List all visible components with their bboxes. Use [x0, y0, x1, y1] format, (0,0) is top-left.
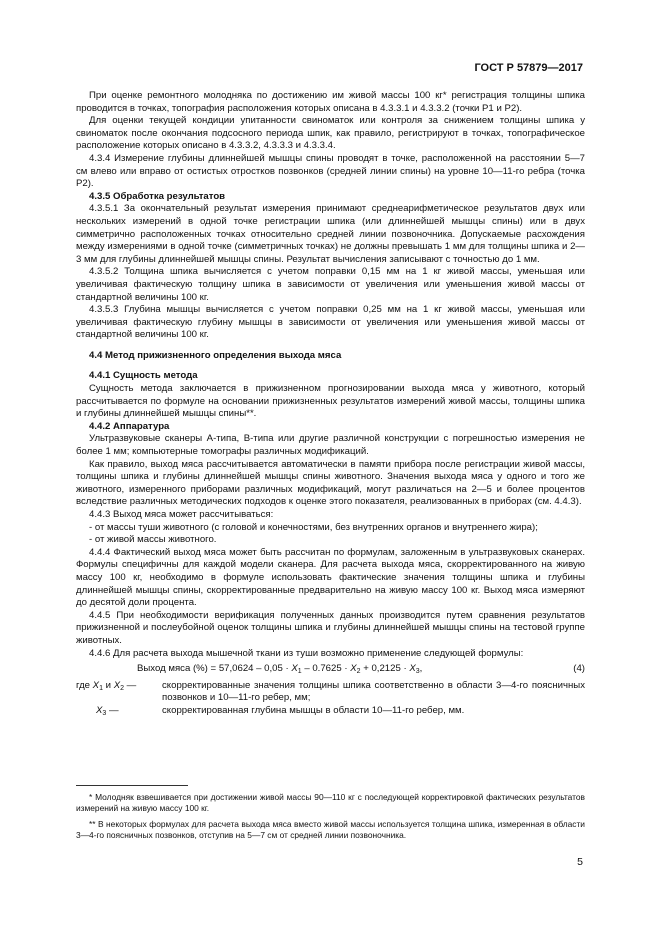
formula-var-x: X: [291, 663, 298, 675]
section-heading-4-4: 4.4 Метод прижизненного определения выхода мяса: [89, 349, 342, 361]
formula-number: (4): [573, 663, 585, 675]
footnote: ** В некоторых формулах для расчета выхода мяса вместо живой массы используется толщина шпика, измеренная в области 3—4-го поясничных позвонков, отступив на 5—7 см от средней линии позвоночника.: [76, 819, 585, 840]
page-number: 5: [577, 856, 583, 868]
paragraph: 4.3.4 Измерение глубины длиннейшей мышцы спины проводят в точке, расположенной на расстоянии 5—7 см влево или вправо от остистых отростков позвонков (средней линии спины) на уровне 10—11-го ребра (точка Р2).: [76, 152, 585, 190]
footnote: * Молодняк взвешивается при достижении живой массы 90—110 кг с последующей корректировкой фактических результатов измерений на живую массу 100 кг.: [76, 792, 585, 813]
meat-yield-formula: [76, 663, 585, 676]
formula-sub: 2: [356, 668, 361, 676]
paragraph: 4.4.5 При необходимости верификация полученных данных производится путем сравнения результатов прижизненной и послеубойной оценок толщины шпика и глубины длиннейшей мышцы спины на тестовой группе животных.: [76, 609, 585, 646]
page-body: [76, 90, 585, 718]
formula-term: – 0.7625 ·: [301, 663, 351, 675]
legend-sub: 3: [102, 709, 107, 717]
formula-legend-x1-x2: [76, 680, 585, 705]
legend-sub: 1: [99, 684, 103, 692]
legend-description: скорректированные значения толщины шпика соответственно в области 3—4-го поясничных позвонков и 10—11-го ребер, мм;: [162, 679, 585, 704]
paragraph: 4.3.5.2 Толщина шпика вычисляется с учетом поправки 0,15 мм на 1 кг живой массы, уменьшая или увеличивая фактическую толщину шпика в зависимости от увеличения или уменьшения живой массы от стандартной величины 100 кг.: [76, 266, 585, 303]
paragraph: 4.4.4 Фактический выход мяса может быть рассчитан по формулам, заложенным в ультразвуковых сканерах. Формулы специфичны для каждой модели сканера. Для расчета выхода мяса, скорректированного на живую массу 100 кг, необходимо в формуле использовать фактические значения толщины шпика и глубины длиннейшей мышцы спины, скорректированные предварительно на живую массу 100 кг. Выход мяса измеряют до десятой доли процента.: [76, 546, 585, 609]
paragraph: 4.3.5.1 За окончательный результат измерения принимают среднеарифметическое результатов двух или нескольких измерений в одной точке регистрации шпика (или длиннейшей мышцы спины) или в двух симметрично расположенных точках относительно средней линии позвоночника. Допускаемые расхождения между измерениями в одной точке (симметричных точках) не должны превышать 1 мм для толщины шпика и 2—3 мм для глубины длиннейшей мышцы спины. Результат вычисления записывают с точностью до 1 мм.: [76, 203, 585, 265]
section-heading-4-3-5: 4.3.5 Обработка результатов: [89, 190, 226, 202]
document-standard-number: ГОСТ Р 57879—2017: [474, 62, 583, 74]
formula-end: ,: [419, 663, 423, 675]
paragraph: 4.4.6 Для расчета выхода мышечной ткани из туши возможно применение следующей формулы:: [89, 647, 524, 659]
formula-sub: 1: [297, 668, 302, 676]
section-heading-4-4-1: 4.4.1 Сущность метода: [89, 370, 198, 382]
paragraph: Как правило, выход мяса рассчитывается автоматически в памяти прибора после регистрации живой массы, толщины шпика и глубины длиннейшей мышцы спины животного. Значения выхода мяса у одного и того же животного, измеренного приборами различных модификаций, могут различаться на 2—5 и более процентов вследствие различных методических подходов к оценке этого показателя, реализованных в приборах (см. 4.4.3).: [76, 458, 585, 508]
formula-legend-x3: [76, 705, 585, 718]
footnote-separator: [76, 785, 188, 786]
formula-var-x: X: [350, 663, 357, 675]
list-item: - от живой массы животного.: [89, 534, 217, 546]
section-heading-4-4-2: 4.4.2 Аппаратура: [89, 420, 170, 432]
legend-dash: —: [124, 679, 137, 691]
formula-var-x: X: [409, 663, 416, 675]
legend-dash: —: [106, 704, 119, 716]
paragraph: 4.4.3 Выход мяса может рассчитываться:: [89, 509, 274, 520]
and-word: и: [102, 679, 114, 691]
list-item: - от массы туши животного (с головой и конечностями, без внутренних органов и внутреннего жира);: [89, 521, 538, 533]
paragraph: При оценке ремонтного молодняка по достижению им живой массы 100 кг* регистрация толщины шпика проводится в точках, топография расположения которых описана в 4.3.3.1 и 4.3.3.2 (точки Р1 и Р2).: [76, 90, 585, 114]
legend-var-x: X: [92, 679, 100, 691]
paragraph: Ультразвуковые сканеры А-типа, В-типа или другие различной конструкции с погрешностью измерения не более 1 мм; компьютерные томографы различных модификаций.: [76, 433, 585, 458]
formula-sub: 3: [415, 668, 420, 676]
legend-label: [96, 705, 119, 718]
legend-label: [76, 680, 136, 693]
paragraph: Для оценки текущей кондиции упитанности свиноматок или контроля за снижением толщины шпика у свиноматок после окончания подсосного периода шпик, как правило, регистрируют в точках, топографическое расположение которых описано в 4.3.3.2, 4.3.3.3 и 4.3.3.4.: [76, 115, 585, 152]
legend-var-x: X: [113, 679, 121, 691]
where-word: где: [76, 679, 93, 691]
legend-description: скорректированная глубина мышцы в области 10—11-го ребер, мм.: [162, 704, 465, 716]
formula-lhs: Выход мяса (%) = 57,0624 – 0,05 ·: [137, 663, 292, 675]
paragraph: 4.3.5.3 Глубина мышцы вычисляется с учетом поправки 0,25 мм на 1 кг живой массы, уменьшая или увеличивая фактическую глубину мышцы в зависимости от увеличения или уменьшения живой массы от стандартной величины 100 кг.: [76, 304, 585, 341]
footnotes: [76, 792, 585, 846]
paragraph: Сущность метода заключается в прижизненном прогнозировании выхода мяса у животного, который рассчитывается по формуле на основании прижизненных результатов измерений живой массы, толщины шпика и глубины длиннейшей мышцы спины**.: [76, 383, 585, 420]
formula-term: + 0,2125 ·: [360, 663, 410, 675]
legend-sub: 2: [120, 684, 124, 692]
legend-var-x: X: [96, 704, 103, 716]
